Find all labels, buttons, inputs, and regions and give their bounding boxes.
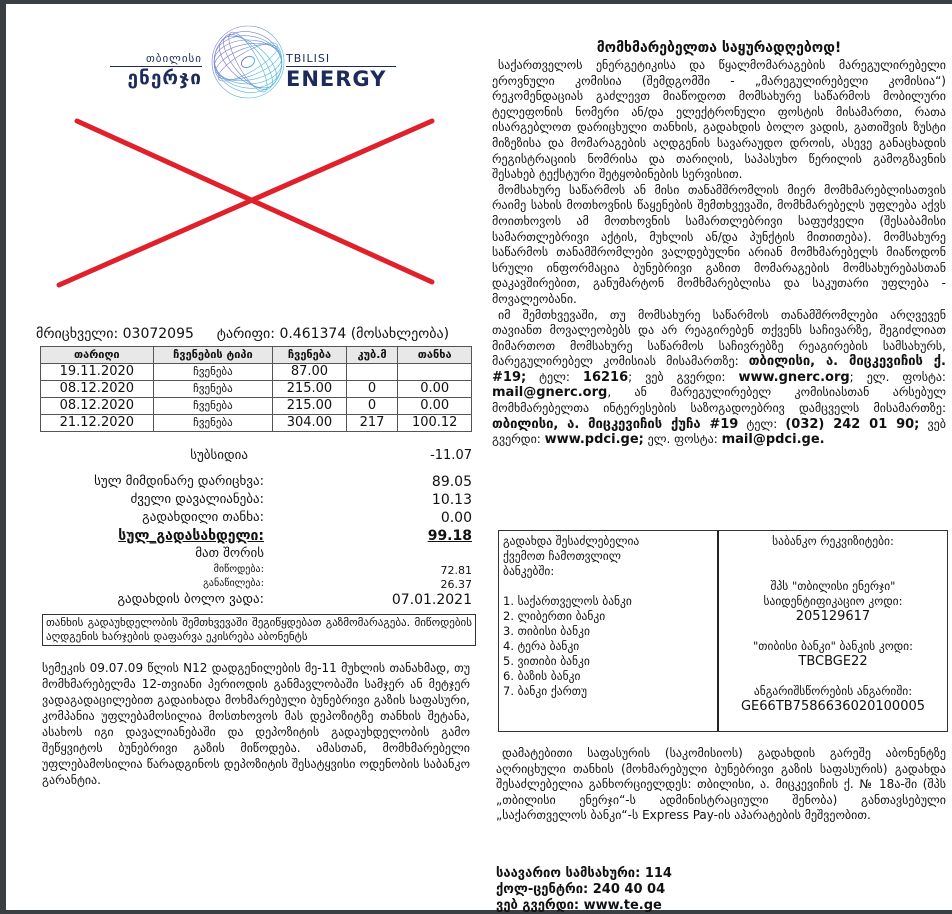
cell-date: 21.12.2020 [41,415,154,432]
contacts-block [496,866,672,914]
cell-type: ჩვენება [153,364,273,381]
payment-intro: გადახდა შესაძლებელია ქვემოთ ჩამოთვლილ ბანკებში: [503,534,640,578]
col-reading: ჩვენება [273,347,347,364]
bank-item: 2. ლიბერთი ბანკი [503,609,606,623]
express-pay-text: დამატებითი საფასურის (საკომისიოს) გადახდის გარეშე აბონენტზე აღრიცხული თანხის (მოხმარებული ბუნებრივი გაზის საფასურის) გადახდა შესაძლებელია განხორციელდეს: თბილისი, ა. მიცკევიჩის ქ. № 18ა-ში (შპს „თბილისი ენერჯი“-ს ადმინისტრაციული შენობა) განთავსებული „საქართველოს ბანკი“-ს Express Pay-ის აპარატების მეშვეობით. [496,746,946,823]
tariff-label: ტარიფი: [216,326,275,342]
cell-type: ჩვენება [153,381,273,398]
supply-label: მიწოდება: [213,564,264,575]
bank-item: 1. საქართველოს ბანკი [503,594,632,608]
company-name: შპს "თბილისი ენერჯი" [770,579,896,593]
old-debt-label: ძველი დავალიანება: [130,492,264,507]
pdci-email-link[interactable]: mail@pdci.ge. [721,432,825,448]
charges-summary [36,448,476,610]
bill-page [6,4,952,913]
total-due-value: 99.18 [427,528,472,544]
current-charge-value: 89.05 [431,474,472,490]
cell-reading: 304.00 [273,415,347,432]
subsidy-label: სუბსიდია [190,448,248,463]
bank-item: 6. ბაზის ბანკი [503,669,581,683]
col-date: თარიღი [41,347,154,364]
email-label: ელ. ფოსტა: [647,432,718,447]
payment-info-box [498,530,948,732]
due-date-value: 07.01.2021 [391,592,472,608]
meter-number: 03072095 [122,326,194,342]
logo-georgian-text [110,52,202,89]
account-number: GE66TB7586636020100005 [740,699,926,714]
table-row [41,364,472,381]
paid-value: 0.00 [440,510,472,526]
cell-type: ჩვენება [153,415,273,432]
gnerc-phone: 16216 [582,369,629,385]
including-label: მათ შორის [195,546,264,561]
cell-amount: 100.12 [398,415,472,432]
col-reading-type: ჩვენების ტიპი [153,347,273,364]
emergency-service: საავარიო სამსახური: 114 [496,866,672,881]
table-row [41,381,472,398]
notice-paragraph-3: იმ შემთხვევაში, თუ მომსახურე საწარმოს თანამშრომლები არღვევენ თავიანთ მოვალეობებს და არ რეაგირებენ თქვენს საჩივარზე, შეგიძლიათ მიმართოთ მომსახურე საწარმოს საჩივრებზე რეაგირების სამსახურს, მარეგულირებელ კომისიას მისამართზე: თბილისი, ა. მიცკევიჩის ქ. #19; ტელ: 16216; ვებ გვერდი: www.gnerc.org; ელ. ფოსტა: mail@gnerc.org, ან მარეგულირებელ კომისიასთან არსებულ მომხმარებელთა ინტერესების საზოგადოებრივ დამცველს მისამართზე: თბილისი, ა. მიცკევიჩის ქუჩა #19 ტელ: (032) 242 01 90; ვებ გვერდი: www.pdci.ge; ელ. ფოსტა: mail@pdci.ge. [492,307,946,448]
logo-english-text [286,52,396,91]
call-center: ქოლ-ცენტრი: 240 40 04 [496,882,666,897]
id-code: 205129617 [795,609,871,624]
pdci-address: თბილისი, ა. მიცკევიჩის ქუჩა #19 [492,416,739,432]
cell-date: 08.12.2020 [41,398,154,415]
logo-spiral-icon [210,24,286,100]
cell-cubic [346,364,398,381]
cell-amount [398,364,472,381]
col-amount: თანხა [398,347,472,364]
cell-date: 19.11.2020 [41,364,154,381]
pdci-phone: (032) 242 01 90; [785,416,920,432]
cell-reading: 215.00 [273,398,347,415]
distribution-value: 26.37 [440,578,472,591]
supply-value: 72.81 [440,564,472,577]
cell-type: ჩვენება [153,398,273,415]
logo-english-big: ENERGY [286,67,387,91]
tariff-value: 0.461374 [279,326,347,342]
disconnection-warning-box: თანხის გადაუხდელობის შემთხვევაში შეგიწყდებათ გაზმომარაგება. მიწოდების აღდგენის ხარჯების დაფარვა ეკისრება აბონენტს [42,614,476,646]
account-label: ანგარიშსწორების ანგარიში: [753,684,913,698]
cell-cubic: 0 [346,381,398,398]
paid-row [36,510,476,528]
cell-reading: 87.00 [273,364,347,381]
gnerc-web-link[interactable]: www.gnerc.org [738,369,850,385]
distribution-row [36,578,476,592]
id-code-label: საიდენტიფიკაციო კოდი: [763,594,903,608]
including-row [36,546,476,564]
notice-paragraph-2: მომსახურე საწარმოს ან მისი თანამშრომლის მიერ მომხმარებლისათვის რაიმე სახის მოთხოვნის წაყენების შემთხვევაში, მომხმარებელს უფლება აქვს მოითხოვოს ამ მოთხოვნის სამართლებრივი საფუძველი (შესაბამისი სამართლებრივი აქტის, მუხლის ან/და პუნქტის მითითება). მომსახურე საწარმოს თანამშრომლები ვალდებულნი არიან მომხმარებელს მიაწოდონ სრული ინფორმაცია ბუნებრივი გაზით მომარაგების მომსახურებასთან დაკავშირებით, განუმარტონ მომხმარებლისა და საკუთარი უფლება - მოვალეობანი. [492,182,946,306]
subsidy-row [36,448,476,474]
cell-reading: 215.00 [273,381,347,398]
web-label: ვებ გვერდი: [492,416,946,447]
col-cubic-meters: კუბ.მ [346,347,398,364]
meter-info [36,326,449,342]
phone-label: ტელ: [539,369,570,384]
due-date-label: გადახდის ბოლო ვადა: [117,592,264,607]
distribution-label: განაწილება: [203,578,264,589]
bank-requisites [719,531,947,731]
current-charge-row [36,474,476,492]
paid-label: გადახდილი თანხა: [142,510,264,525]
bank-list [499,531,719,731]
bank-item: 3. თიბისი ბანკი [503,624,590,638]
bank-item: 7. ბანკი ქართუ [503,684,588,698]
right-column [486,4,952,913]
gnerc-email-link[interactable]: mail@gnerc.org [492,385,608,401]
requisites-title: საბანკო რეკვიზიტები: [772,534,894,548]
total-due-label: სულ_გადასახდელი: [118,528,264,544]
table-row [41,415,472,432]
logo-english-small: TBILISI [286,52,396,67]
bank-code-label: "თიბისი ბანკი" ბანკის კოდი: [753,639,913,653]
red-cross-mark-icon [46,114,446,294]
logo-georgian-big: ენერჯი [127,67,202,89]
left-column [6,4,476,910]
tariff-type: (მოსახლეობა) [350,326,450,342]
supply-row [36,564,476,578]
notice-paragraph-1: საქართველოს ენერგეტიკისა და წყალმომარაგების მარეგულირებელი ეროვნული კომისია (შემდგომში - „მარეგულირებელი კომისია“) რეკომენდაციას გაძლევთ მიაწოდოთ მომსახურე საწარმოს მობილური ტელეფონის ნომერი ან/და ელექტრონული ფოსტის მისამართი, რათა ისარგებლოთ დარიცხული თანხის, გადახდის ბოლო ვადის, გათიშვის ზუსტი მიზეზისა და მომარაგების აღდგენის სავარაუდო დროის, ასევე განაცხადის რეგისტრაციის ნომრისა და თარიღის, საპასუხო წერილის გამოგზავნის შესახებ ტექსტური შეტყობინების სერვისით. [492,58,946,182]
cell-cubic: 0 [346,398,398,415]
notice-p3-text: იმ შემთხვევაში, თუ მომსახურე საწარმოს თანამშრომლები არღვევენ თავიანთ მოვალეობებს და არ რეაგირებენ თქვენს საჩივარზე, შეგიძლიათ მიმართოთ მომსახურე საწარმოს საჩივრებზე რეაგირების სამსახურს, მარეგულირებელ კომისიას მისამართზე: [492,307,946,369]
website-link[interactable]: ვებ გვერდი: www.te.ge [496,898,662,913]
readings-header-row [41,347,472,364]
cell-amount: 0.00 [398,398,472,415]
current-charge-label: სულ მიმდინარე დარიცხვა: [94,474,264,489]
gnerc-address: თბილისი, ა. მიცკევიჩის ქ. #19; [492,354,946,385]
consumer-notice [492,58,946,448]
old-debt-value: 10.13 [431,492,472,508]
web-label: ვებ გვერდი: [645,369,726,384]
cell-date: 08.12.2020 [41,381,154,398]
bank-item: 4. ტერა ბანკი [503,639,580,653]
email-label: ელ. ფოსტა: [866,369,946,384]
due-date-row [36,592,476,610]
logo-georgian-small: თბილისი [110,52,202,67]
notice-p3-mid: ან მარეგულირებელ კომისიასთან არსებულ მომხმარებელთა ინტერესების საზოგადოებრივ დამცველს მისამართზე: [492,385,946,416]
bank-code: TBCBGE22 [798,654,868,669]
bank-item: 5. ვითიბი ბანკი [503,654,590,668]
readings-table [40,346,472,432]
table-row [41,398,472,415]
notice-title: მომხმარებელთა საყურადღებოდ! [596,40,842,56]
cell-amount: 0.00 [398,381,472,398]
old-debt-row [36,492,476,510]
total-due-row [36,528,476,546]
subsidy-value: -11.07 [430,448,472,463]
meter-label: მრიცხველი: [36,326,119,342]
pdci-web-link[interactable]: www.pdci.ge; [544,432,644,448]
tbilisi-energy-logo [110,24,400,104]
express-pay-info [496,746,946,824]
cell-cubic: 217 [346,415,398,432]
phone-label: ტელ: [746,416,778,431]
deposit-rules-text: სემეკის 09.07.09 წლის N12 დადგენილების მე-11 მუხლის თანახმად, თუ მომხმარებელმა 12-თვიანი პერიოდის განმავლობაში სამჯერ ან მეტჯერ ვადაგადაცილებით გადაიხადა მოხმარებული ბუნებრივი გაზის საფასური, კომპანია უფლებამოსილია მოსთხოვოს მას დეპოზიტზე თანხის შეტანა, ასახოს იგი დავალიანებაში და დეპოზიტის გადაუხდელობის გამო შეწყვიტოს ბუნებრივი გაზის მიწოდება. ამასთან, მომხმარებელი უფლებამოსილია წარადგინოს დეპოზიტის შესატყვისი ოდენობის საბანკო გარანტია. [42,661,470,787]
